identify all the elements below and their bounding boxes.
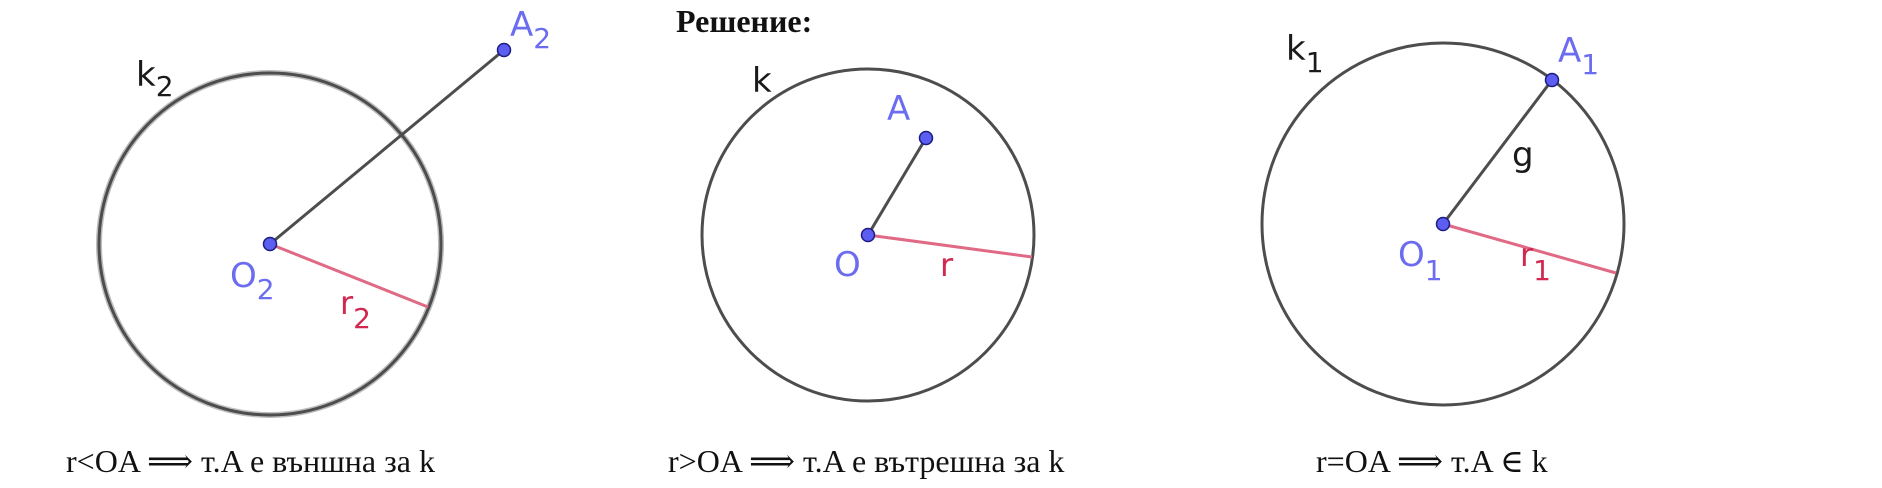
label-k2: $k_2$: [136, 55, 174, 103]
point-o1: [1437, 218, 1450, 231]
segment-g: [1443, 80, 1552, 224]
diagram-inside: [668, 61, 1064, 479]
label-r2: r2: [340, 284, 371, 335]
label-a: A: [887, 89, 911, 129]
segment-o-a: [868, 138, 926, 235]
point-a2: [498, 44, 511, 57]
caption-on: r=OA ⟹ т.A ∈ k: [1316, 443, 1548, 479]
label-a2: $A_2$: [510, 5, 552, 55]
label-a1: $A_1$: [1558, 31, 1600, 81]
point-o2: [264, 238, 277, 251]
caption-inside: r>OA ⟹ т.A е вътрешна за k: [668, 443, 1065, 479]
point-o: [862, 229, 875, 242]
label-o1: $O_1$: [1398, 235, 1443, 287]
label-k: k: [752, 61, 772, 101]
point-a: [920, 132, 933, 145]
diagram-on: [1262, 29, 1624, 479]
label-r: r: [940, 246, 954, 284]
diagram-outside: [66, 5, 551, 479]
label-g: g: [1512, 135, 1534, 175]
label-k1: $k_1$: [1286, 29, 1324, 79]
point-a1: [1546, 74, 1559, 87]
solution-heading: Решение:: [676, 3, 813, 39]
label-o2: $O_2$: [230, 256, 275, 306]
caption-outside: r<OA ⟹ т.A е външна за k: [66, 443, 435, 479]
label-r1: r1: [1520, 236, 1551, 287]
label-o: O: [834, 245, 861, 285]
